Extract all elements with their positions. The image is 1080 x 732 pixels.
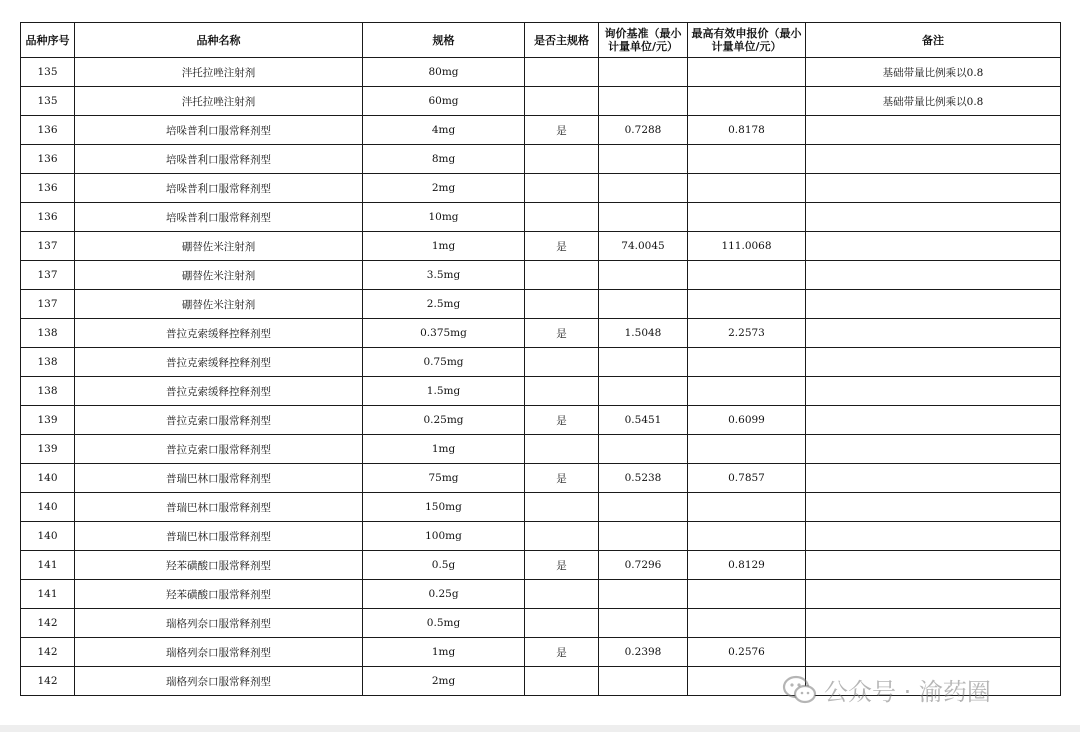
header-max-valid-price: 最高有效申报价（最小计量单位/元） bbox=[688, 23, 806, 58]
cell-is-main-spec bbox=[525, 58, 599, 87]
cell-inquiry-base-price bbox=[599, 348, 688, 377]
header-variety-name: 品种名称 bbox=[75, 23, 363, 58]
cell-variety-no: 136 bbox=[21, 145, 75, 174]
cell-variety-name: 培哚普利口服常释剂型 bbox=[75, 174, 363, 203]
cell-specification: 1mg bbox=[363, 435, 525, 464]
cell-variety-no: 135 bbox=[21, 87, 75, 116]
table-body bbox=[21, 58, 1061, 696]
cell-is-main-spec bbox=[525, 522, 599, 551]
cell-remarks bbox=[806, 638, 1061, 667]
cell-is-main-spec bbox=[525, 174, 599, 203]
table-row bbox=[21, 609, 1061, 638]
cell-variety-name: 普拉克索缓释控释剂型 bbox=[75, 319, 363, 348]
cell-is-main-spec bbox=[525, 435, 599, 464]
cell-variety-name: 普瑞巴林口服常释剂型 bbox=[75, 493, 363, 522]
cell-variety-no: 139 bbox=[21, 406, 75, 435]
cell-max-valid-price: 0.8178 bbox=[688, 116, 806, 145]
table-row bbox=[21, 290, 1061, 319]
cell-specification: 10mg bbox=[363, 203, 525, 232]
table-row bbox=[21, 580, 1061, 609]
table-header-row bbox=[21, 23, 1061, 58]
cell-variety-name: 培哚普利口服常释剂型 bbox=[75, 116, 363, 145]
cell-is-main-spec bbox=[525, 145, 599, 174]
table-row bbox=[21, 406, 1061, 435]
cell-inquiry-base-price bbox=[599, 493, 688, 522]
cell-max-valid-price bbox=[688, 435, 806, 464]
cell-specification: 2.5mg bbox=[363, 290, 525, 319]
cell-variety-no: 139 bbox=[21, 435, 75, 464]
table-row bbox=[21, 203, 1061, 232]
cell-max-valid-price bbox=[688, 58, 806, 87]
cell-variety-no: 141 bbox=[21, 551, 75, 580]
cell-variety-no: 142 bbox=[21, 609, 75, 638]
cell-max-valid-price bbox=[688, 261, 806, 290]
cell-specification: 2mg bbox=[363, 174, 525, 203]
header-variety-no: 品种序号 bbox=[21, 23, 75, 58]
cell-variety-no: 137 bbox=[21, 232, 75, 261]
cell-inquiry-base-price bbox=[599, 203, 688, 232]
cell-variety-name: 瑞格列奈口服常释剂型 bbox=[75, 609, 363, 638]
cell-remarks bbox=[806, 145, 1061, 174]
table-row bbox=[21, 435, 1061, 464]
cell-is-main-spec bbox=[525, 493, 599, 522]
cell-inquiry-base-price: 0.5451 bbox=[599, 406, 688, 435]
cell-variety-name: 羟苯磺酸口服常释剂型 bbox=[75, 551, 363, 580]
cell-is-main-spec bbox=[525, 348, 599, 377]
cell-variety-no: 138 bbox=[21, 348, 75, 377]
cell-specification: 75mg bbox=[363, 464, 525, 493]
cell-is-main-spec: 是 bbox=[525, 551, 599, 580]
cell-variety-no: 138 bbox=[21, 377, 75, 406]
table-row bbox=[21, 348, 1061, 377]
cell-inquiry-base-price: 74.0045 bbox=[599, 232, 688, 261]
cell-variety-no: 138 bbox=[21, 319, 75, 348]
table-row bbox=[21, 145, 1061, 174]
table-row bbox=[21, 319, 1061, 348]
cell-max-valid-price bbox=[688, 145, 806, 174]
cell-remarks bbox=[806, 116, 1061, 145]
cell-max-valid-price: 111.0068 bbox=[688, 232, 806, 261]
cell-variety-name: 硼替佐米注射剂 bbox=[75, 232, 363, 261]
cell-variety-no: 140 bbox=[21, 522, 75, 551]
cell-inquiry-base-price: 0.7288 bbox=[599, 116, 688, 145]
cell-inquiry-base-price bbox=[599, 58, 688, 87]
cell-max-valid-price: 2.2573 bbox=[688, 319, 806, 348]
cell-variety-name: 硼替佐米注射剂 bbox=[75, 290, 363, 319]
cell-remarks bbox=[806, 551, 1061, 580]
cell-remarks: 基础带量比例乘以0.8 bbox=[806, 58, 1061, 87]
table-row bbox=[21, 87, 1061, 116]
cell-specification: 0.25g bbox=[363, 580, 525, 609]
cell-max-valid-price bbox=[688, 87, 806, 116]
table-row bbox=[21, 58, 1061, 87]
cell-variety-name: 普拉克索缓释控释剂型 bbox=[75, 348, 363, 377]
cell-variety-name: 普拉克索缓释控释剂型 bbox=[75, 377, 363, 406]
cell-is-main-spec bbox=[525, 667, 599, 696]
watermark bbox=[782, 672, 991, 707]
cell-is-main-spec bbox=[525, 261, 599, 290]
cell-is-main-spec: 是 bbox=[525, 638, 599, 667]
cell-max-valid-price: 0.8129 bbox=[688, 551, 806, 580]
wechat-icon bbox=[782, 675, 818, 705]
cell-variety-name: 普瑞巴林口服常释剂型 bbox=[75, 522, 363, 551]
cell-specification: 0.75mg bbox=[363, 348, 525, 377]
cell-inquiry-base-price bbox=[599, 290, 688, 319]
cell-inquiry-base-price bbox=[599, 580, 688, 609]
cell-specification: 0.5g bbox=[363, 551, 525, 580]
cell-variety-no: 136 bbox=[21, 116, 75, 145]
cell-remarks bbox=[806, 435, 1061, 464]
table-row bbox=[21, 464, 1061, 493]
cell-is-main-spec bbox=[525, 203, 599, 232]
cell-inquiry-base-price: 0.7296 bbox=[599, 551, 688, 580]
cell-remarks bbox=[806, 522, 1061, 551]
cell-remarks: 基础带量比例乘以0.8 bbox=[806, 87, 1061, 116]
cell-inquiry-base-price bbox=[599, 435, 688, 464]
cell-specification: 80mg bbox=[363, 58, 525, 87]
cell-inquiry-base-price: 1.5048 bbox=[599, 319, 688, 348]
cell-max-valid-price: 0.6099 bbox=[688, 406, 806, 435]
cell-remarks bbox=[806, 319, 1061, 348]
cell-max-valid-price bbox=[688, 377, 806, 406]
cell-is-main-spec: 是 bbox=[525, 116, 599, 145]
table-row bbox=[21, 261, 1061, 290]
cell-variety-name: 羟苯磺酸口服常释剂型 bbox=[75, 580, 363, 609]
cell-remarks bbox=[806, 290, 1061, 319]
cell-variety-name: 瑞格列奈口服常释剂型 bbox=[75, 667, 363, 696]
cell-remarks bbox=[806, 609, 1061, 638]
cell-is-main-spec: 是 bbox=[525, 319, 599, 348]
cell-variety-name: 培哚普利口服常释剂型 bbox=[75, 203, 363, 232]
cell-variety-name: 普瑞巴林口服常释剂型 bbox=[75, 464, 363, 493]
cell-specification: 150mg bbox=[363, 493, 525, 522]
cell-inquiry-base-price: 0.5238 bbox=[599, 464, 688, 493]
cell-variety-no: 136 bbox=[21, 174, 75, 203]
cell-remarks bbox=[806, 580, 1061, 609]
cell-is-main-spec bbox=[525, 580, 599, 609]
cell-max-valid-price bbox=[688, 348, 806, 377]
watermark-text: 公众号 · 渝药圈 bbox=[824, 678, 991, 706]
cell-variety-no: 140 bbox=[21, 493, 75, 522]
table-row bbox=[21, 174, 1061, 203]
table-row bbox=[21, 493, 1061, 522]
table-row bbox=[21, 638, 1061, 667]
cell-specification: 1mg bbox=[363, 638, 525, 667]
cell-is-main-spec bbox=[525, 87, 599, 116]
cell-specification: 1mg bbox=[363, 232, 525, 261]
cell-remarks bbox=[806, 377, 1061, 406]
cell-is-main-spec: 是 bbox=[525, 232, 599, 261]
cell-variety-name: 普拉克索口服常释剂型 bbox=[75, 435, 363, 464]
cell-inquiry-base-price bbox=[599, 377, 688, 406]
cell-specification: 0.25mg bbox=[363, 406, 525, 435]
cell-variety-name: 泮托拉唑注射剂 bbox=[75, 58, 363, 87]
cell-max-valid-price: 0.2576 bbox=[688, 638, 806, 667]
cell-max-valid-price bbox=[688, 609, 806, 638]
cell-max-valid-price bbox=[688, 522, 806, 551]
cell-max-valid-price: 0.7857 bbox=[688, 464, 806, 493]
cell-remarks bbox=[806, 174, 1061, 203]
table-row bbox=[21, 551, 1061, 580]
cell-remarks bbox=[806, 348, 1061, 377]
cell-inquiry-base-price bbox=[599, 522, 688, 551]
cell-max-valid-price bbox=[688, 493, 806, 522]
header-remarks: 备注 bbox=[806, 23, 1061, 58]
cell-inquiry-base-price: 0.2398 bbox=[599, 638, 688, 667]
cell-inquiry-base-price bbox=[599, 174, 688, 203]
cell-is-main-spec: 是 bbox=[525, 406, 599, 435]
table-row bbox=[21, 377, 1061, 406]
cell-remarks bbox=[806, 464, 1061, 493]
cell-variety-no: 135 bbox=[21, 58, 75, 87]
cell-inquiry-base-price bbox=[599, 87, 688, 116]
cell-variety-no: 140 bbox=[21, 464, 75, 493]
header-inquiry-base-price: 询价基准（最小计量单位/元） bbox=[599, 23, 688, 58]
cell-inquiry-base-price bbox=[599, 145, 688, 174]
cell-variety-name: 泮托拉唑注射剂 bbox=[75, 87, 363, 116]
cell-variety-no: 137 bbox=[21, 261, 75, 290]
cell-specification: 8mg bbox=[363, 145, 525, 174]
page-bottom-edge bbox=[0, 725, 1080, 732]
table-row bbox=[21, 116, 1061, 145]
cell-variety-no: 142 bbox=[21, 667, 75, 696]
cell-inquiry-base-price bbox=[599, 667, 688, 696]
cell-max-valid-price bbox=[688, 203, 806, 232]
cell-variety-no: 142 bbox=[21, 638, 75, 667]
cell-specification: 3.5mg bbox=[363, 261, 525, 290]
header-is-main-spec: 是否主规格 bbox=[525, 23, 599, 58]
header-specification: 规格 bbox=[363, 23, 525, 58]
cell-variety-name: 培哚普利口服常释剂型 bbox=[75, 145, 363, 174]
cell-max-valid-price bbox=[688, 580, 806, 609]
cell-variety-no: 141 bbox=[21, 580, 75, 609]
cell-variety-no: 136 bbox=[21, 203, 75, 232]
cell-max-valid-price bbox=[688, 290, 806, 319]
cell-variety-name: 瑞格列奈口服常释剂型 bbox=[75, 638, 363, 667]
cell-remarks bbox=[806, 493, 1061, 522]
cell-inquiry-base-price bbox=[599, 609, 688, 638]
cell-specification: 0.375mg bbox=[363, 319, 525, 348]
cell-max-valid-price bbox=[688, 174, 806, 203]
cell-is-main-spec bbox=[525, 377, 599, 406]
cell-is-main-spec bbox=[525, 290, 599, 319]
cell-specification: 4mg bbox=[363, 116, 525, 145]
cell-remarks bbox=[806, 203, 1061, 232]
cell-specification: 0.5mg bbox=[363, 609, 525, 638]
cell-inquiry-base-price bbox=[599, 261, 688, 290]
cell-specification: 1.5mg bbox=[363, 377, 525, 406]
cell-variety-name: 硼替佐米注射剂 bbox=[75, 261, 363, 290]
cell-specification: 2mg bbox=[363, 667, 525, 696]
table-row bbox=[21, 232, 1061, 261]
table-row bbox=[21, 522, 1061, 551]
cell-specification: 60mg bbox=[363, 87, 525, 116]
cell-remarks bbox=[806, 406, 1061, 435]
cell-is-main-spec bbox=[525, 609, 599, 638]
price-table bbox=[20, 22, 1061, 696]
price-table-container bbox=[20, 22, 1061, 696]
cell-specification: 100mg bbox=[363, 522, 525, 551]
cell-remarks bbox=[806, 232, 1061, 261]
cell-variety-no: 137 bbox=[21, 290, 75, 319]
cell-remarks bbox=[806, 261, 1061, 290]
cell-variety-name: 普拉克索口服常释剂型 bbox=[75, 406, 363, 435]
cell-is-main-spec: 是 bbox=[525, 464, 599, 493]
